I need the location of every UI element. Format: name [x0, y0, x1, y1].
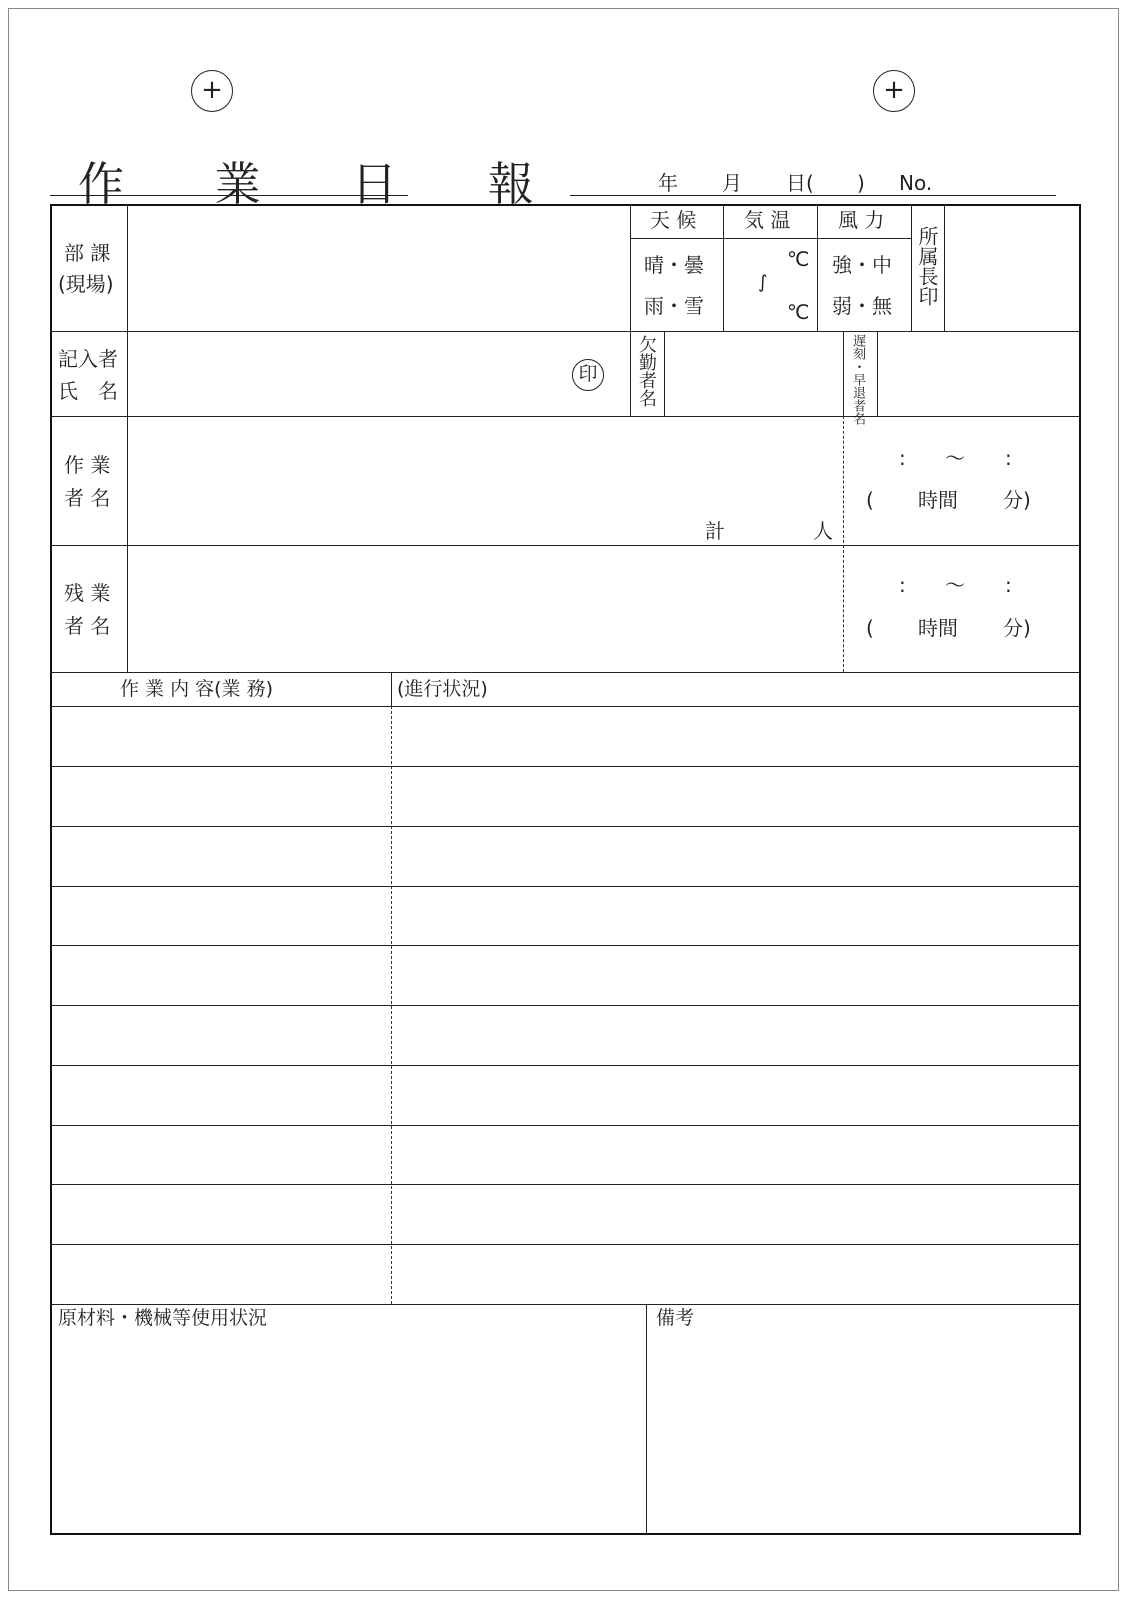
seal-right-divider: [944, 204, 945, 331]
department-label-line2: (現場): [58, 272, 114, 296]
form-frame: [50, 204, 1081, 1535]
weather-label: 天 候: [650, 208, 697, 232]
date-year-label: 年: [658, 171, 678, 195]
work-row-line: [50, 886, 1081, 887]
work-row-line: [50, 1125, 1081, 1126]
work-content-header: 作 業 内 容(業 務): [120, 678, 273, 700]
absentees-label: 欠勤者名: [636, 335, 657, 407]
workers-paren-open: (: [866, 488, 874, 512]
wind-left-divider: [817, 204, 818, 331]
punch-hole-left: +: [191, 70, 233, 112]
work-dashed-divider: [391, 706, 392, 1304]
work-row-line: [50, 826, 1081, 827]
workers-time-tilde: ～: [945, 446, 965, 470]
late-early-label: 遅刻・早退者名: [850, 334, 865, 425]
workers-persons-label: 人: [813, 519, 833, 543]
work-row-line: [50, 766, 1081, 767]
recorder-seal-mark: 印: [572, 359, 604, 391]
row-divider: [50, 331, 1081, 332]
row-divider: [50, 672, 1081, 673]
workers-label-line1: 作 業: [64, 453, 111, 477]
workers-minutes-label: 分): [1003, 488, 1031, 512]
row-divider: [50, 706, 1081, 707]
remarks-divider: [646, 1304, 647, 1535]
weather-left-divider: [630, 204, 631, 416]
wind-label: 風 力: [838, 208, 885, 232]
title-underline: [50, 195, 408, 196]
overtime-label-line1: 残 業: [64, 581, 111, 605]
supervisor-seal-label: 所属長印: [915, 226, 939, 306]
wind-options-bottom: 弱・無: [832, 294, 892, 318]
absentee-label-divider: [664, 331, 665, 416]
overtime-start-time-colon: :: [899, 573, 906, 597]
late-label-right-divider: [877, 331, 878, 416]
work-row-line: [50, 1304, 1081, 1305]
work-row-line: [50, 945, 1081, 946]
workers-end-time-colon: :: [1005, 446, 1012, 470]
workers-start-time-colon: :: [899, 446, 906, 470]
date-paren-close: ): [857, 171, 865, 195]
overtime-paren-open: (: [866, 616, 874, 640]
weather-options-top: 晴・曇: [644, 253, 704, 277]
workers-hours-label: 時間: [918, 488, 958, 512]
row-divider: [50, 416, 1081, 417]
weather-options-bottom: 雨・雪: [644, 294, 704, 318]
late-label-left-divider: [843, 331, 844, 416]
work-row-line: [50, 1005, 1081, 1006]
temperature-range-mark: ∫: [758, 272, 768, 293]
remarks-label: 備考: [656, 1307, 695, 1329]
work-row-line: [50, 1244, 1081, 1245]
label-column-divider: [127, 204, 128, 673]
materials-label: 原材料・機械等使用状況: [58, 1307, 268, 1329]
work-row-line: [50, 1065, 1081, 1066]
row-divider: [50, 545, 1081, 546]
date-underline: [570, 195, 1056, 196]
overtime-label-line2: 者 名: [64, 614, 111, 638]
workers-label-line2: 者 名: [64, 486, 111, 510]
progress-header: (進行状況): [397, 678, 488, 700]
date-day-label: 日(: [786, 171, 814, 195]
overtime-minutes-label: 分): [1003, 616, 1031, 640]
overtime-time-tilde: ～: [945, 573, 965, 597]
number-label: No.: [899, 171, 933, 195]
overtime-end-time-colon: :: [1005, 573, 1012, 597]
wind-options-top: 強・中: [832, 253, 892, 277]
seal-left-divider: [911, 204, 912, 331]
recorder-label-line2: 氏 名: [58, 379, 118, 403]
weather-header-divider: [630, 238, 911, 239]
page-title: 作 業 日 報: [78, 157, 572, 211]
temperature-high-unit: ℃: [787, 247, 810, 271]
recorder-label-line1: 記入者: [58, 347, 118, 371]
department-label-line1: 部 課: [64, 241, 111, 265]
punch-hole-right: +: [873, 70, 915, 112]
temperature-low-unit: ℃: [787, 300, 810, 324]
time-dashed-divider: [843, 416, 844, 672]
date-month-label: 月: [722, 171, 742, 195]
work-header-divider: [391, 672, 392, 706]
work-row-line: [50, 1184, 1081, 1185]
temperature-label: 気 温: [744, 208, 791, 232]
overtime-hours-label: 時間: [918, 616, 958, 640]
workers-total-label: 計: [705, 519, 725, 543]
temp-left-divider: [723, 204, 724, 331]
